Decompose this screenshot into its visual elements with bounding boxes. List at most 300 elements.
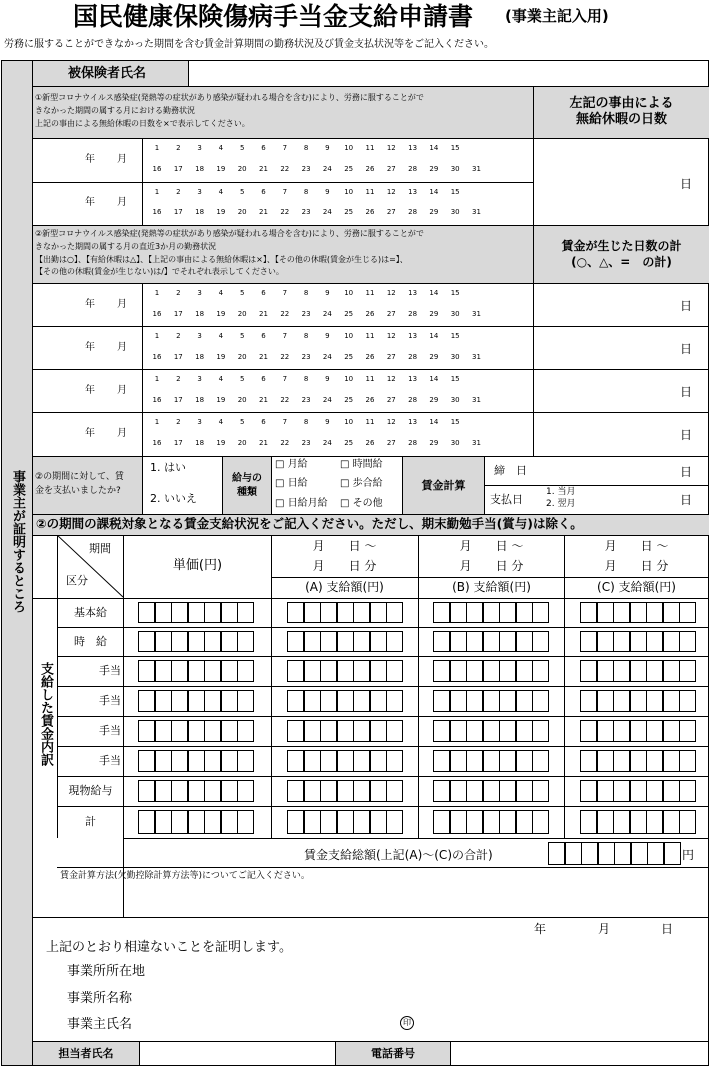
wage-type-other[interactable]: □ その他 (340, 498, 383, 509)
day-cell[interactable]: 17 (173, 208, 183, 216)
digit-box[interactable] (450, 750, 467, 772)
digit-box[interactable] (221, 690, 238, 712)
digit-box[interactable] (450, 720, 467, 742)
day-cell[interactable]: 1 (154, 332, 160, 340)
digit-box[interactable] (613, 720, 630, 742)
day-cell[interactable]: 18 (195, 165, 205, 173)
day-cell[interactable]: 27 (386, 165, 396, 173)
day-cell[interactable]: 13 (408, 375, 418, 383)
day-grid-row1[interactable] (150, 419, 530, 429)
digit-box[interactable] (188, 631, 205, 652)
day-cell[interactable]: 16 (152, 165, 162, 173)
day-cell[interactable]: 1 (154, 289, 160, 297)
digit-box[interactable] (353, 810, 370, 834)
day-cell[interactable]: 10 (344, 418, 354, 426)
day-cell[interactable]: 4 (218, 188, 224, 196)
digit-box[interactable] (516, 690, 533, 712)
digit-box[interactable] (580, 660, 597, 682)
day-cell[interactable]: 11 (365, 144, 375, 152)
digit-box[interactable] (483, 660, 500, 682)
digit-box[interactable] (138, 720, 155, 742)
day-cell[interactable]: 18 (195, 208, 205, 216)
payment-answer-yes[interactable]: 1. はい (150, 461, 186, 474)
digit-box[interactable] (204, 660, 221, 682)
day-cell[interactable]: 31 (472, 396, 481, 404)
day-grid-row2[interactable] (150, 440, 530, 450)
day-cell[interactable]: 18 (195, 310, 205, 318)
digit-box[interactable] (155, 690, 172, 712)
day-cell[interactable]: 12 (386, 144, 396, 152)
digit-box[interactable] (287, 690, 304, 712)
digit-box[interactable] (450, 631, 467, 652)
digit-box[interactable] (516, 810, 533, 834)
section2-days-field[interactable] (535, 285, 708, 326)
digit-box[interactable] (646, 660, 663, 682)
digit-box[interactable] (483, 780, 500, 802)
digit-box[interactable] (450, 780, 467, 802)
digit-box[interactable] (516, 720, 533, 742)
wage-type-monthly[interactable]: □ 月給 (275, 459, 308, 470)
day-cell[interactable]: 7 (282, 289, 288, 297)
digit-box[interactable] (646, 631, 663, 652)
day-cell[interactable]: 13 (408, 418, 418, 426)
day-cell[interactable]: 5 (239, 332, 245, 340)
digit-box[interactable] (646, 720, 663, 742)
day-cell[interactable]: 8 (303, 332, 309, 340)
day-cell[interactable]: 11 (365, 375, 375, 383)
digit-box[interactable] (171, 660, 188, 682)
day-cell[interactable]: 18 (195, 353, 205, 361)
day-cell[interactable]: 21 (259, 439, 268, 447)
digit-box[interactable] (613, 750, 630, 772)
digit-box[interactable] (580, 602, 597, 623)
digit-box[interactable] (155, 780, 172, 802)
digit-box[interactable] (204, 631, 221, 652)
day-cell[interactable]: 7 (282, 144, 288, 152)
digit-box[interactable] (466, 750, 483, 772)
digit-box[interactable] (188, 660, 205, 682)
day-cell[interactable]: 10 (344, 188, 354, 196)
day-cell[interactable]: 26 (365, 439, 375, 447)
day-cell[interactable]: 12 (386, 418, 396, 426)
day-cell[interactable]: 20 (237, 165, 247, 173)
total-digit-box[interactable] (548, 842, 565, 865)
day-cell[interactable]: 6 (261, 332, 266, 340)
total-digit-box[interactable] (647, 842, 664, 865)
day-cell[interactable]: 14 (429, 332, 439, 340)
digit-box[interactable] (433, 602, 450, 623)
day-grid-row1[interactable] (150, 333, 530, 343)
digit-box[interactable] (646, 810, 663, 834)
digit-box[interactable] (353, 660, 370, 682)
digit-box[interactable] (597, 690, 614, 712)
day-cell[interactable]: 25 (344, 353, 354, 361)
day-cell[interactable]: 12 (386, 332, 396, 340)
digit-box[interactable] (597, 631, 614, 652)
digit-box[interactable] (679, 750, 696, 772)
digit-box[interactable] (304, 750, 321, 772)
day-cell[interactable]: 14 (429, 188, 439, 196)
digit-box[interactable] (483, 602, 500, 623)
day-cell[interactable]: 6 (261, 144, 266, 152)
digit-box[interactable] (353, 750, 370, 772)
digit-box[interactable] (532, 690, 549, 712)
day-cell[interactable]: 15 (450, 375, 460, 383)
digit-box[interactable] (532, 780, 549, 802)
day-cell[interactable]: 4 (218, 375, 224, 383)
day-cell[interactable]: 14 (429, 289, 439, 297)
digit-box[interactable] (613, 810, 630, 834)
digit-box[interactable] (580, 690, 597, 712)
digit-box[interactable] (679, 602, 696, 623)
digit-box[interactable] (532, 720, 549, 742)
day-cell[interactable]: 27 (386, 439, 396, 447)
digit-box[interactable] (466, 631, 483, 652)
digit-box[interactable] (287, 631, 304, 652)
digit-box[interactable] (386, 660, 403, 682)
day-cell[interactable]: 26 (365, 165, 375, 173)
day-cell[interactable]: 26 (365, 353, 375, 361)
day-grid-row1[interactable] (150, 189, 530, 199)
day-grid-row1[interactable] (150, 290, 530, 300)
day-cell[interactable]: 28 (408, 208, 418, 216)
day-cell[interactable]: 11 (365, 188, 375, 196)
digit-box[interactable] (433, 810, 450, 834)
digit-box[interactable] (386, 810, 403, 834)
day-cell[interactable]: 22 (280, 165, 290, 173)
period-to-b[interactable]: 月 日 分 (459, 559, 524, 573)
day-cell[interactable]: 28 (408, 353, 418, 361)
day-cell[interactable]: 12 (386, 188, 396, 196)
digit-box[interactable] (337, 780, 354, 802)
day-cell[interactable]: 17 (173, 310, 183, 318)
digit-box[interactable] (663, 720, 680, 742)
day-cell[interactable]: 8 (303, 375, 309, 383)
digit-box[interactable] (663, 750, 680, 772)
digit-box[interactable] (155, 631, 172, 652)
digit-box[interactable] (499, 602, 516, 623)
day-cell[interactable]: 3 (197, 418, 202, 426)
day-cell[interactable]: 19 (216, 310, 226, 318)
day-cell[interactable]: 8 (303, 289, 309, 297)
digit-box[interactable] (138, 690, 155, 712)
digit-box[interactable] (287, 720, 304, 742)
period-to-c[interactable]: 月 日 分 (604, 559, 669, 573)
digit-box[interactable] (287, 660, 304, 682)
day-cell[interactable]: 19 (216, 439, 226, 447)
digit-box[interactable] (386, 720, 403, 742)
digit-box[interactable] (320, 660, 337, 682)
day-cell[interactable]: 17 (173, 353, 183, 361)
digit-box[interactable] (386, 750, 403, 772)
day-grid-row2[interactable] (150, 354, 530, 364)
digit-box[interactable] (532, 631, 549, 652)
total-digit-box[interactable] (598, 842, 615, 865)
day-cell[interactable]: 30 (450, 310, 460, 318)
digit-box[interactable] (370, 780, 387, 802)
day-cell[interactable]: 10 (344, 289, 354, 297)
digit-box[interactable] (386, 780, 403, 802)
digit-box[interactable] (433, 660, 450, 682)
digit-box[interactable] (516, 660, 533, 682)
person-in-charge-field[interactable] (141, 1043, 333, 1064)
digit-box[interactable] (204, 720, 221, 742)
digit-box[interactable] (386, 602, 403, 623)
day-cell[interactable]: 28 (408, 310, 418, 318)
day-cell[interactable]: 2 (176, 375, 181, 383)
digit-box[interactable] (304, 810, 321, 834)
digit-box[interactable] (516, 750, 533, 772)
day-cell[interactable]: 12 (386, 375, 396, 383)
digit-box[interactable] (532, 750, 549, 772)
digit-box[interactable] (171, 810, 188, 834)
total-digit-box[interactable] (614, 842, 631, 865)
day-cell[interactable]: 14 (429, 375, 439, 383)
day-cell[interactable]: 15 (450, 418, 460, 426)
day-cell[interactable]: 6 (261, 289, 266, 297)
section2-days-field[interactable] (535, 328, 708, 369)
digit-box[interactable] (597, 720, 614, 742)
day-cell[interactable]: 9 (325, 332, 330, 340)
wage-type-daily-monthly[interactable]: □ 日給月給 (275, 498, 328, 509)
day-cell[interactable]: 27 (386, 353, 396, 361)
day-cell[interactable]: 3 (197, 144, 202, 152)
day-grid-row2[interactable] (150, 397, 530, 407)
day-cell[interactable]: 14 (429, 418, 439, 426)
day-cell[interactable]: 16 (152, 396, 162, 404)
day-cell[interactable]: 2 (176, 144, 181, 152)
day-cell[interactable]: 25 (344, 439, 354, 447)
day-cell[interactable]: 3 (197, 332, 202, 340)
day-cell[interactable]: 27 (386, 310, 396, 318)
wage-type-daily[interactable]: □ 日給 (275, 478, 308, 489)
digit-box[interactable] (204, 602, 221, 623)
digit-box[interactable] (679, 780, 696, 802)
digit-box[interactable] (221, 602, 238, 623)
digit-box[interactable] (155, 810, 172, 834)
digit-box[interactable] (663, 690, 680, 712)
digit-box[interactable] (221, 750, 238, 772)
day-cell[interactable]: 4 (218, 332, 224, 340)
day-cell[interactable]: 24 (322, 353, 332, 361)
day-cell[interactable]: 13 (408, 144, 418, 152)
digit-box[interactable] (613, 690, 630, 712)
day-cell[interactable]: 24 (322, 208, 332, 216)
day-cell[interactable]: 19 (216, 165, 226, 173)
day-cell[interactable]: 24 (322, 396, 332, 404)
day-cell[interactable]: 17 (173, 396, 183, 404)
digit-box[interactable] (630, 750, 647, 772)
digit-box[interactable] (499, 750, 516, 772)
day-cell[interactable]: 6 (261, 418, 266, 426)
day-cell[interactable]: 23 (301, 208, 311, 216)
digit-box[interactable] (466, 810, 483, 834)
day-cell[interactable]: 29 (429, 353, 439, 361)
day-cell[interactable]: 12 (386, 289, 396, 297)
digit-box[interactable] (171, 602, 188, 623)
digit-box[interactable] (304, 602, 321, 623)
digit-box[interactable] (304, 720, 321, 742)
digit-box[interactable] (320, 780, 337, 802)
digit-box[interactable] (433, 720, 450, 742)
digit-box[interactable] (353, 631, 370, 652)
digit-box[interactable] (237, 690, 254, 712)
day-cell[interactable]: 24 (322, 310, 332, 318)
day-grid-row2[interactable] (150, 166, 530, 176)
day-cell[interactable]: 20 (237, 396, 247, 404)
day-cell[interactable]: 17 (173, 165, 183, 173)
digit-box[interactable] (337, 660, 354, 682)
day-cell[interactable]: 9 (325, 144, 330, 152)
digit-box[interactable] (499, 690, 516, 712)
digit-box[interactable] (466, 690, 483, 712)
digit-box[interactable] (304, 780, 321, 802)
digit-box[interactable] (630, 602, 647, 623)
digit-box[interactable] (304, 690, 321, 712)
day-cell[interactable]: 20 (237, 208, 247, 216)
day-cell[interactable]: 6 (261, 375, 266, 383)
digit-box[interactable] (370, 750, 387, 772)
day-cell[interactable]: 16 (152, 353, 162, 361)
section2-days-field[interactable] (535, 414, 708, 455)
period-to-a[interactable]: 月 日 分 (312, 559, 377, 573)
day-cell[interactable]: 3 (197, 375, 202, 383)
digit-box[interactable] (450, 660, 467, 682)
day-cell[interactable]: 25 (344, 310, 354, 318)
total-digit-box[interactable] (664, 842, 681, 865)
digit-box[interactable] (237, 660, 254, 682)
digit-box[interactable] (287, 780, 304, 802)
digit-box[interactable] (155, 720, 172, 742)
digit-box[interactable] (188, 780, 205, 802)
day-cell[interactable]: 23 (301, 353, 311, 361)
total-digit-box[interactable] (581, 842, 598, 865)
digit-box[interactable] (138, 660, 155, 682)
day-cell[interactable]: 5 (239, 188, 245, 196)
day-cell[interactable]: 4 (218, 144, 224, 152)
digit-box[interactable] (320, 602, 337, 623)
digit-box[interactable] (237, 810, 254, 834)
digit-box[interactable] (138, 631, 155, 652)
digit-box[interactable] (483, 810, 500, 834)
insured-name-field[interactable] (190, 62, 708, 85)
day-cell[interactable]: 31 (472, 439, 481, 447)
digit-box[interactable] (450, 810, 467, 834)
digit-box[interactable] (597, 810, 614, 834)
digit-box[interactable] (663, 602, 680, 623)
day-cell[interactable]: 2 (176, 188, 181, 196)
digit-box[interactable] (287, 810, 304, 834)
day-cell[interactable]: 7 (282, 188, 288, 196)
day-cell[interactable]: 5 (239, 375, 245, 383)
digit-box[interactable] (516, 602, 533, 623)
digit-box[interactable] (433, 690, 450, 712)
digit-box[interactable] (320, 750, 337, 772)
day-cell[interactable]: 8 (303, 188, 309, 196)
digit-box[interactable] (466, 602, 483, 623)
day-cell[interactable]: 11 (365, 289, 375, 297)
digit-box[interactable] (188, 690, 205, 712)
digit-box[interactable] (370, 720, 387, 742)
digit-box[interactable] (663, 660, 680, 682)
day-cell[interactable]: 3 (197, 188, 202, 196)
digit-box[interactable] (646, 690, 663, 712)
digit-box[interactable] (466, 720, 483, 742)
digit-box[interactable] (221, 631, 238, 652)
day-cell[interactable]: 20 (237, 439, 247, 447)
digit-box[interactable] (499, 660, 516, 682)
digit-box[interactable] (320, 720, 337, 742)
day-cell[interactable]: 4 (218, 418, 224, 426)
digit-box[interactable] (237, 602, 254, 623)
day-cell[interactable]: 5 (239, 418, 245, 426)
digit-box[interactable] (171, 720, 188, 742)
day-cell[interactable]: 30 (450, 439, 460, 447)
digit-box[interactable] (679, 720, 696, 742)
total-digit-box[interactable] (631, 842, 648, 865)
day-cell[interactable]: 28 (408, 165, 418, 173)
digit-box[interactable] (237, 750, 254, 772)
day-cell[interactable]: 9 (325, 188, 330, 196)
digit-box[interactable] (171, 750, 188, 772)
digit-box[interactable] (580, 750, 597, 772)
digit-box[interactable] (337, 720, 354, 742)
day-cell[interactable]: 28 (408, 439, 418, 447)
digit-box[interactable] (171, 631, 188, 652)
total-digit-box[interactable] (565, 842, 582, 865)
digit-box[interactable] (597, 750, 614, 772)
digit-box[interactable] (337, 631, 354, 652)
digit-box[interactable] (646, 750, 663, 772)
day-grid-row1[interactable] (150, 145, 530, 155)
day-cell[interactable]: 21 (259, 208, 268, 216)
day-cell[interactable]: 5 (239, 144, 245, 152)
day-cell[interactable]: 20 (237, 353, 247, 361)
day-cell[interactable]: 22 (280, 439, 290, 447)
day-grid-row2[interactable] (150, 209, 530, 219)
digit-box[interactable] (221, 810, 238, 834)
day-cell[interactable]: 19 (216, 396, 226, 404)
digit-box[interactable] (663, 810, 680, 834)
digit-box[interactable] (663, 780, 680, 802)
digit-box[interactable] (450, 602, 467, 623)
digit-box[interactable] (630, 780, 647, 802)
digit-box[interactable] (337, 602, 354, 623)
day-cell[interactable]: 20 (237, 310, 247, 318)
digit-box[interactable] (221, 780, 238, 802)
digit-box[interactable] (466, 780, 483, 802)
digit-box[interactable] (679, 631, 696, 652)
wage-type-hourly[interactable]: □ 時間給 (340, 459, 383, 470)
day-cell[interactable]: 13 (408, 188, 418, 196)
digit-box[interactable] (386, 631, 403, 652)
digit-box[interactable] (433, 780, 450, 802)
day-cell[interactable]: 22 (280, 310, 290, 318)
digit-box[interactable] (320, 810, 337, 834)
digit-box[interactable] (337, 750, 354, 772)
day-cell[interactable]: 13 (408, 332, 418, 340)
day-cell[interactable]: 29 (429, 208, 439, 216)
digit-box[interactable] (433, 631, 450, 652)
digit-box[interactable] (287, 602, 304, 623)
digit-box[interactable] (370, 602, 387, 623)
day-cell[interactable]: 10 (344, 144, 354, 152)
digit-box[interactable] (304, 631, 321, 652)
digit-box[interactable] (630, 660, 647, 682)
digit-box[interactable] (221, 660, 238, 682)
wage-type-commission[interactable]: □ 歩合給 (340, 478, 383, 489)
digit-box[interactable] (613, 631, 630, 652)
